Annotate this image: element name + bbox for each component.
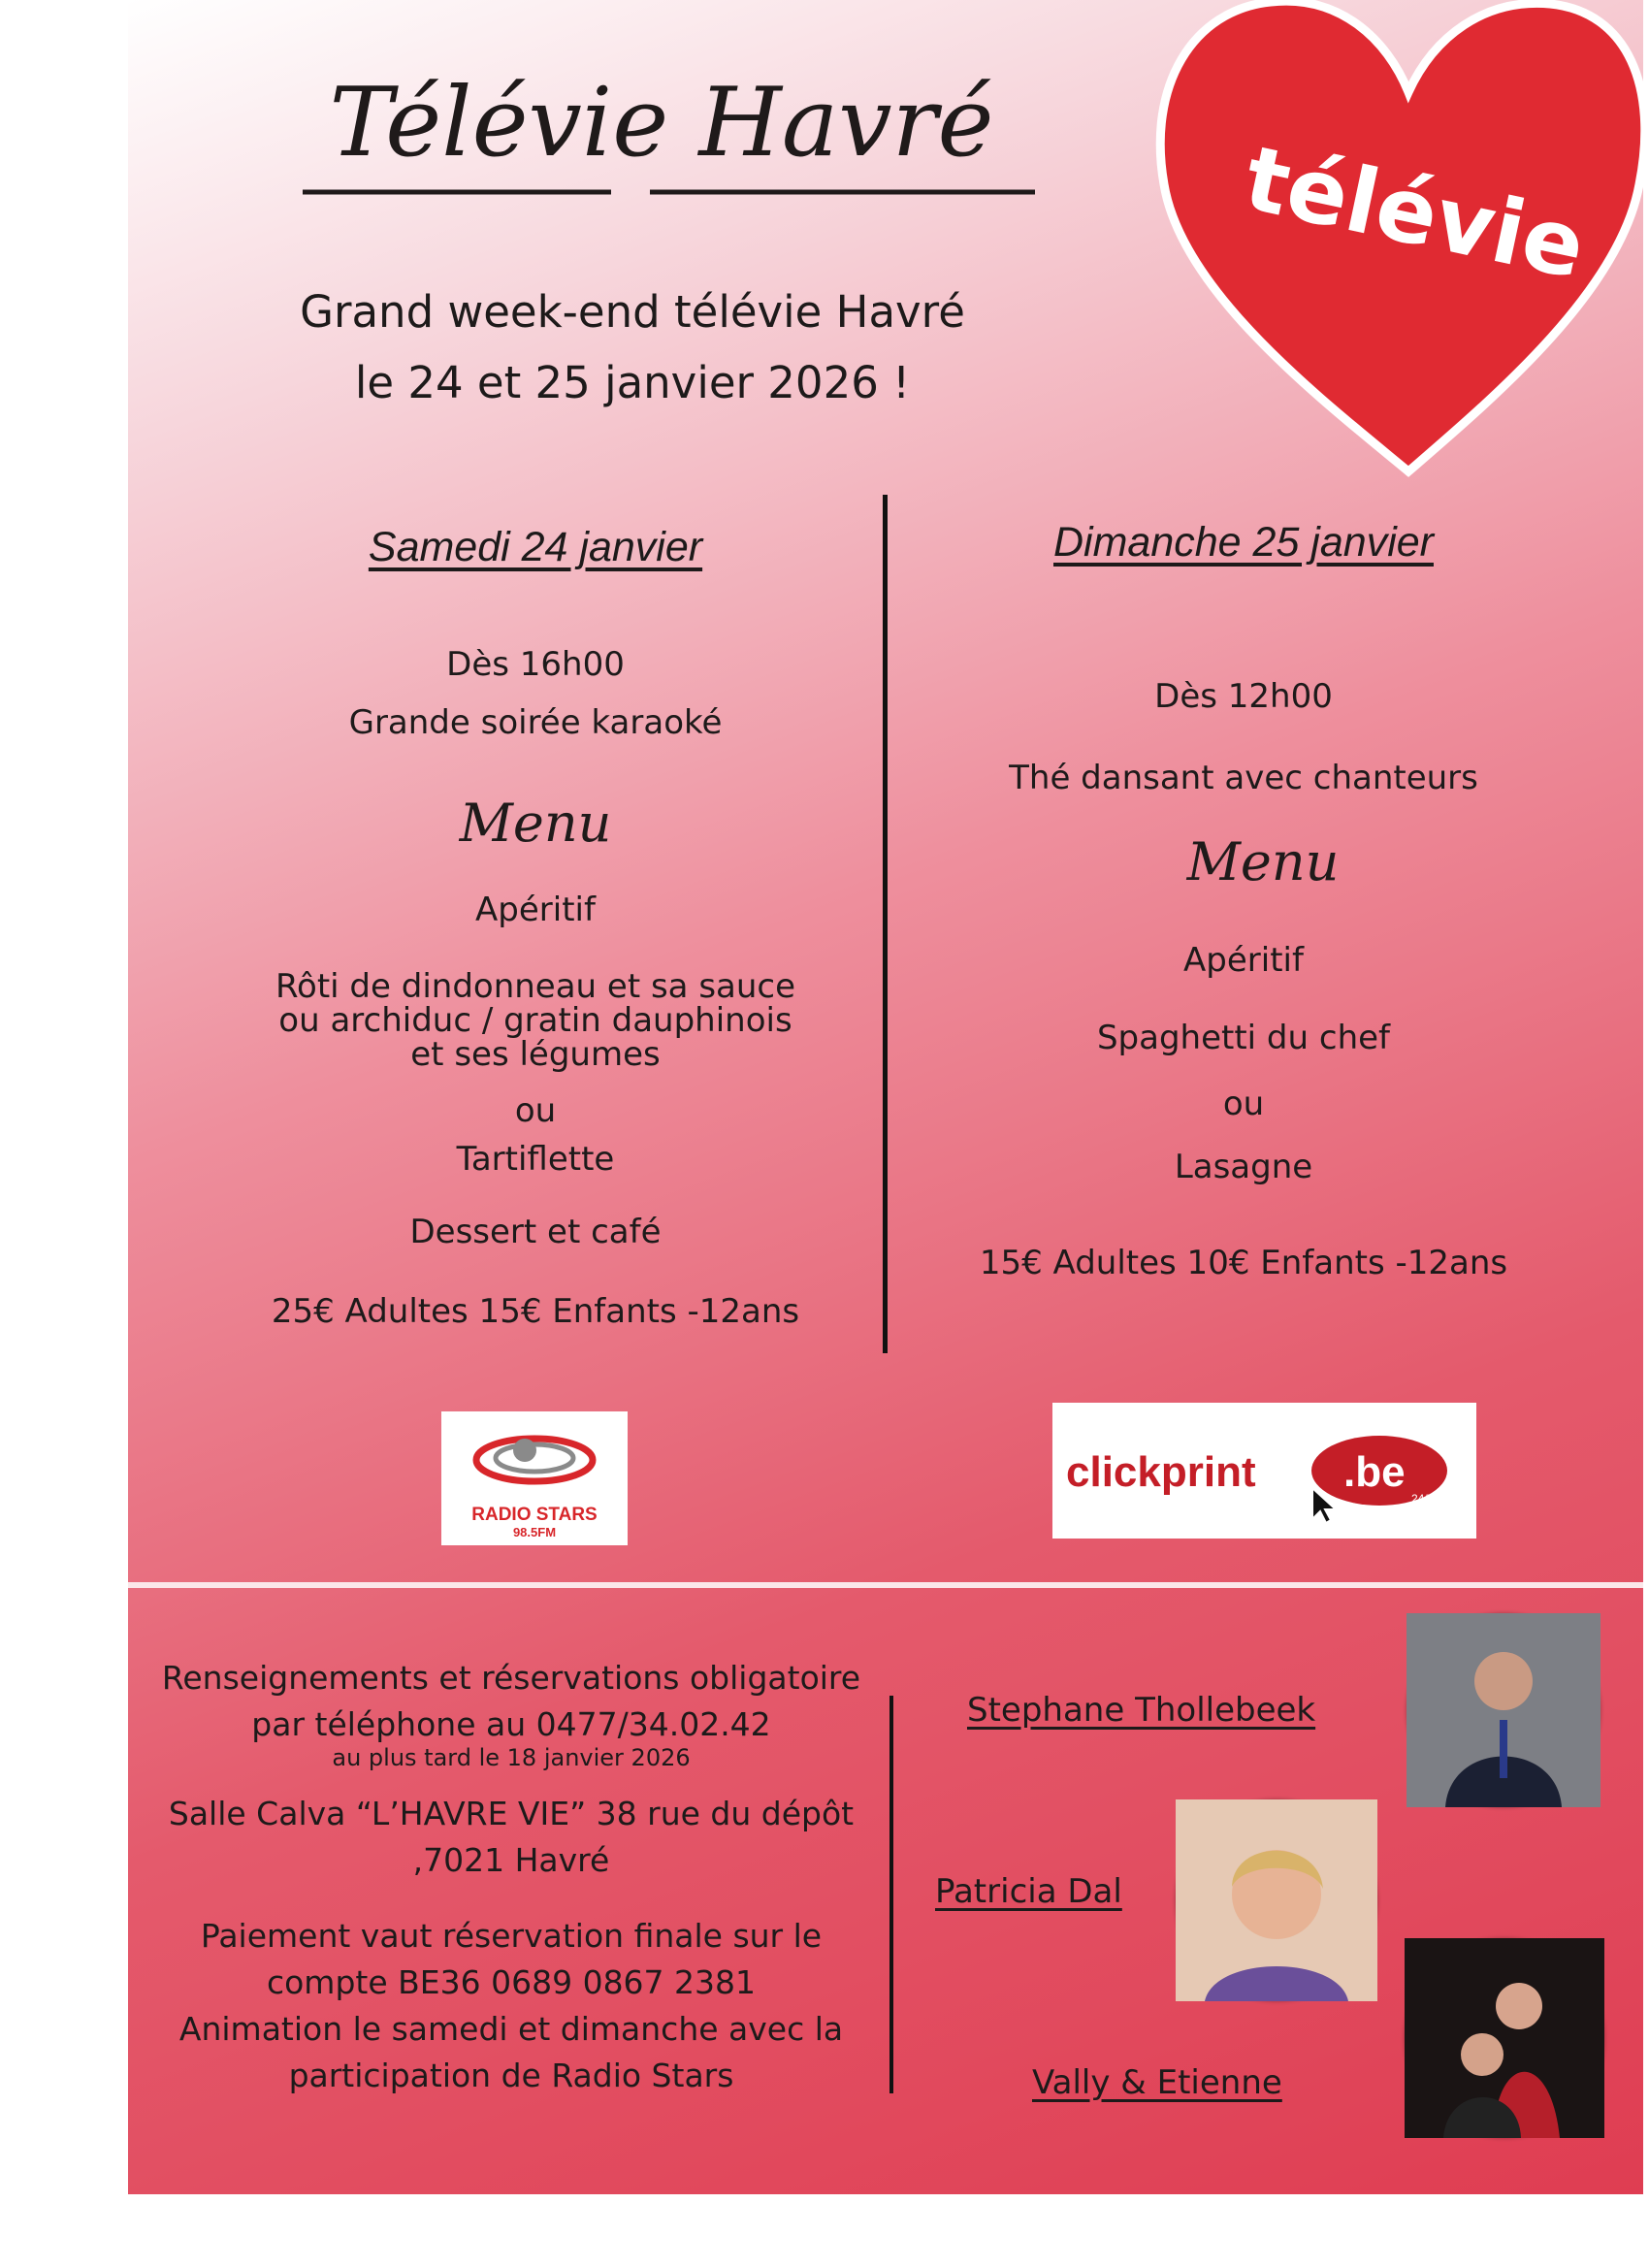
saturday-main-dish <box>128 967 943 1074</box>
title-text: Télévie Havré <box>329 68 994 178</box>
avatar-vally-etienne <box>1405 1938 1604 2138</box>
clickprint-name-part2: .be <box>1343 1448 1406 1496</box>
sunday-menu-text: Menu <box>1186 831 1340 892</box>
artist-name-1: Stephane Thollebeek <box>967 1691 1316 1730</box>
intro-line-1: Grand week-end télévie Havré <box>300 286 965 338</box>
sunday-item-ou: ou <box>1222 1085 1265 1123</box>
saturday-item-roti: Rôti de dindonneau et sa sauce <box>275 967 796 1006</box>
saturday-menu-text: Menu <box>459 793 612 854</box>
clickprint-tag: 24/7 <box>1411 1492 1435 1506</box>
info-line-2: par téléphone au 0477/34.02.42 <box>251 1705 771 1743</box>
info-block <box>128 1655 894 2099</box>
avatar-patricia <box>1176 1799 1377 2001</box>
animation-line-2: participation de Radio Stars <box>288 2057 734 2094</box>
radio-stars-frequency: 98.5FM <box>512 1525 557 1539</box>
televie-logo-text: télévie <box>1236 126 1594 300</box>
avatar-stephane <box>1406 1613 1600 1807</box>
payment-line-2: compte BE36 0689 0867 2381 <box>266 1963 757 2001</box>
saturday-heading: Samedi 24 janvier <box>368 524 703 570</box>
saturday-item-aperitif: Apéritif <box>475 891 596 929</box>
sunday-price: 15€ Adultes 10€ Enfants -12ans <box>979 1244 1508 1282</box>
intro-line-2: le 24 et 25 janvier 2026 ! <box>354 357 911 408</box>
artist-name-3: Vally & Etienne <box>1032 2063 1282 2102</box>
sunday-item-lasagne: Lasagne <box>1174 1148 1313 1186</box>
poster <box>128 0 1643 2194</box>
sunday-heading: Dimanche 25 janvier <box>1053 519 1434 566</box>
sunday-menu-label <box>1186 820 1340 907</box>
televie-heart-logo <box>1154 0 1643 479</box>
payment-line-1: Paiement vaut réservation finale sur le <box>200 1917 823 1955</box>
title-script <box>264 47 1059 211</box>
saturday-item-tartiflette: Tartiflette <box>456 1140 615 1179</box>
saturday-menu-label <box>459 781 612 868</box>
sunday-time: Dès 12h00 <box>1154 677 1333 716</box>
sunday-item-aperitif: Apéritif <box>1183 941 1304 980</box>
saturday-time: Dès 16h00 <box>446 645 625 684</box>
saturday-price: 25€ Adultes 15€ Enfants -12ans <box>271 1292 800 1331</box>
info-deadline: au plus tard le 18 janvier 2026 <box>332 1744 691 1771</box>
clickprint-name-part1: clickprint <box>1066 1448 1256 1496</box>
venue-line-1: Salle Calva “L’HAVRE VIE” 38 rue du dépôt <box>168 1795 855 1832</box>
info-line-1: Renseignements et réservations obligatoire <box>161 1659 861 1697</box>
section-separator <box>128 1582 1643 1588</box>
event-title <box>264 47 1059 211</box>
sunday-item-spaghetti: Spaghetti du chef <box>1096 1019 1391 1057</box>
radio-stars-name: RADIO STARS <box>471 1505 598 1525</box>
saturday-item-archiduc: ou archiduc / gratin dauphinois <box>278 1001 792 1040</box>
sunday-activity: Thé dansant avec chanteurs <box>1009 759 1478 797</box>
saturday-item-ou: ou <box>514 1091 557 1130</box>
venue-line-2: ,7021 Havré <box>412 1841 610 1879</box>
clickprint-logo <box>1052 1403 1476 1539</box>
intro <box>196 276 1069 418</box>
animation-line-1: Animation le samedi et dimanche avec la <box>178 2010 844 2048</box>
radio-stars-logo <box>441 1411 628 1545</box>
artist-name-2: Patricia Dal <box>935 1872 1122 1911</box>
saturday-activity: Grande soirée karaoké <box>348 703 723 742</box>
saturday-item-dessert: Dessert et café <box>409 1213 662 1251</box>
saturday-item-legumes: et ses légumes <box>410 1035 661 1074</box>
